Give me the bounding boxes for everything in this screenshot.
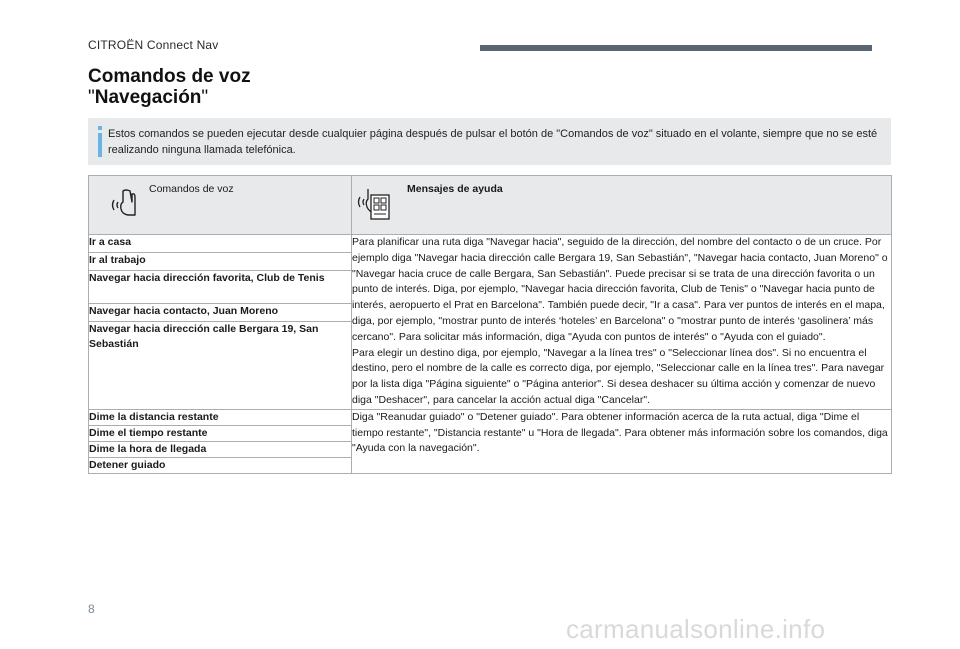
help-cell	[352, 409, 892, 473]
page-number: 8	[88, 602, 95, 616]
help-paragraph: Para elegir un destino diga, por ejemplo, "Navegar a la línea tres" o "Seleccionar línea dos". Si no encuentra el destino, pero el nombre de la calle es correcto diga, por ejemplo, "Seleccionar calle en la línea tres". Para navegar por la lista diga "Página siguiente" o "Página anterior". Si desea deshacer su última acción y comenzar de nuevo diga "Deshacer", para cancelar la acción actual diga "Cancelar".	[352, 346, 885, 406]
info-icon	[94, 124, 106, 159]
command-cell: Detener guiado	[89, 457, 352, 473]
table-row	[89, 409, 892, 425]
command-cell: Ir a casa	[89, 235, 352, 253]
voice-help-screen-icon	[357, 187, 391, 224]
command-cell: Dime la hora de llegada	[89, 441, 352, 457]
header-accent-bar	[480, 45, 872, 51]
table-row	[89, 235, 892, 253]
help-paragraph: Para planificar una ruta diga "Navegar hacia", seguido de la dirección, del nombre del contacto o de un cruce. Por ejemplo diga "Navegar hacia dirección calle Bergara 19, San Sebastián", "Navegar hacia contacto, Juan Moreno" o "Navegar hacia cruce de calle Bergara, San Sebastián". Puede precisar si se trata de una dirección favorita o un punto de interés. Diga, por ejemplo, "Navegar hacia dirección favorita, Club de Tenis" o "Navegar hacia punto de interés, aeropuerto el Prat en Barcelona". También puede decir, "Ir a casa". Para ver puntos de interés en el mapa, diga, por ejemplo, "mostrar punto de interés ‘hoteles’ en Barcelona" o "mostrar punto de interés ‘gasolinera’ más cercano". Para solicitar más información, diga "Ayuda con puntos de interés" o "Ayuda con el guiado".	[352, 236, 888, 343]
header-commands-label: Comandos de voz	[149, 183, 234, 195]
command-cell: Dime el tiempo restante	[89, 425, 352, 441]
help-cell	[352, 235, 892, 410]
page-title-line2	[88, 87, 251, 108]
page-title-line1: Comandos de voz	[88, 66, 251, 87]
command-cell: Ir al trabajo	[89, 253, 352, 271]
voice-commands-table	[88, 175, 892, 474]
command-cell: Dime la distancia restante	[89, 409, 352, 425]
info-text: Estos comandos se pueden ejecutar desde cualquier página después de pulsar el botón de "Comandos de voz" situado en el volante, siempre que no se esté realizando ninguna llamada telefónica.	[108, 128, 878, 156]
header-commands-cell	[89, 176, 352, 235]
command-cell: Navegar hacia contacto, Juan Moreno	[89, 304, 352, 322]
watermark: carmanualsonline.info	[566, 614, 826, 644]
voice-command-icon	[109, 188, 139, 221]
info-box	[88, 118, 891, 165]
title-quote-open: "	[88, 87, 95, 108]
title-quote-close: "	[201, 87, 209, 108]
help-paragraph: Diga "Reanudar guiado" o "Detener guiado". Para obtener información acerca de la ruta actual, diga "Dime el tiempo restante", "Distancia restante" u "Hora de llegada". Para obtener más información sobre los comandos, diga "Ayuda con la navegación".	[352, 410, 888, 455]
title-section-name: Navegación	[94, 87, 202, 108]
header-help-label: Mensajes de ayuda	[407, 183, 503, 195]
command-cell: Navegar hacia dirección favorita, Club de Tenis	[89, 271, 352, 304]
header-help-cell	[352, 176, 892, 235]
command-cell: Navegar hacia dirección calle Bergara 19, San Sebastián	[89, 322, 352, 409]
table-header-row	[89, 176, 892, 235]
page-title	[88, 66, 251, 108]
header-brand: CITROËN Connect Nav	[88, 38, 219, 52]
